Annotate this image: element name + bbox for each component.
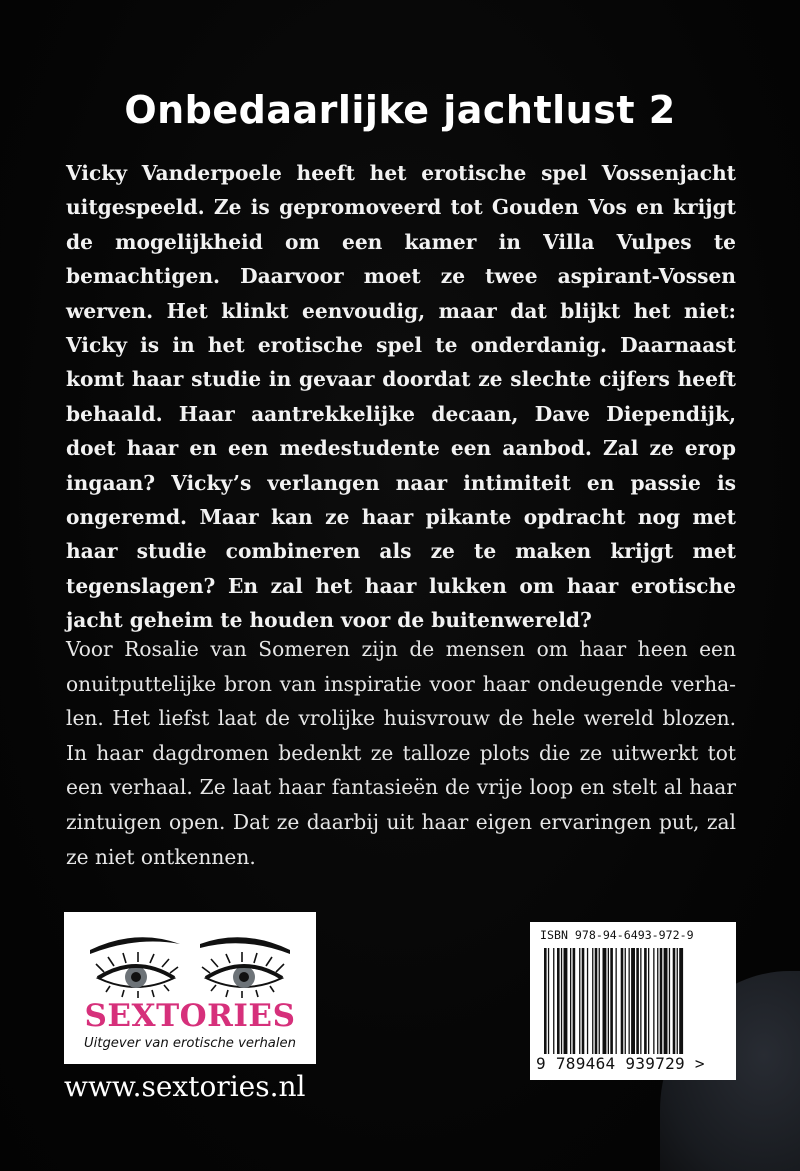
publisher-website[interactable]: www.sextories.nl bbox=[64, 1070, 306, 1103]
barcode-digits: 9 789464 939729 > bbox=[536, 1054, 705, 1073]
publisher-brand: SEXTORIES bbox=[84, 998, 296, 1034]
eyes-icon bbox=[76, 920, 304, 1004]
barcode-bars bbox=[544, 948, 724, 1054]
publisher-logo bbox=[64, 912, 316, 1064]
book-blurb: Vicky Vanderpoele heeft het erotische spel Vossenjacht uitgespeeld. Ze is gepromoveerd tot Gouden Vos en krijgt de mogelijkheid om een kamer in Villa Vulpes te bemachtigen. Daarvoor moet ze twee aspirant-Vossen werven. Het klinkt eenvoudig, maar dat blijkt het niet: Vicky is in het erotische spel te onderdanig. Daarnaast komt haar studie in gevaar doordat ze slechte cijfers heeft behaald. Haar aantrekkelijke decaan, Dave Diependijk, doet haar en een medestudente een aanbod. Zal ze erop ingaan? Vicky’s verlangen naar intimiteit en passie is ongeremd. Maar kan ze haar pikante opdracht nog met haar studie combineren als ze te maken krijgt met tegenslagen? En zal het haar lukken om haar erotische jacht geheim te houden voor de buitenwereld? bbox=[66, 161, 736, 633]
author-bio: Voor Rosalie van Someren zijn de mensen om haar heen een onuitputtelijke bron van inspiratie voor haar ondeugende verhalen. Het liefst laat de vrolijke huisvrouw de hele wereld blozen. In haar dagdromen bedenkt ze talloze plots die ze uitwerkt tot een verhaal. Ze laat haar fantasieën de vrije loop en stelt al haar zintuigen open. Dat ze daarbij uit haar eigen ervaringen put, zal ze niet ontkennen. bbox=[66, 637, 736, 869]
isbn-label: ISBN 978-94-6493-972-9 bbox=[540, 928, 694, 942]
publisher-tagline: Uitgever van erotische verhalen bbox=[83, 1036, 297, 1051]
isbn-barcode bbox=[530, 922, 736, 1080]
book-title: Onbedaarlijke jachtlust 2 bbox=[124, 88, 676, 132]
